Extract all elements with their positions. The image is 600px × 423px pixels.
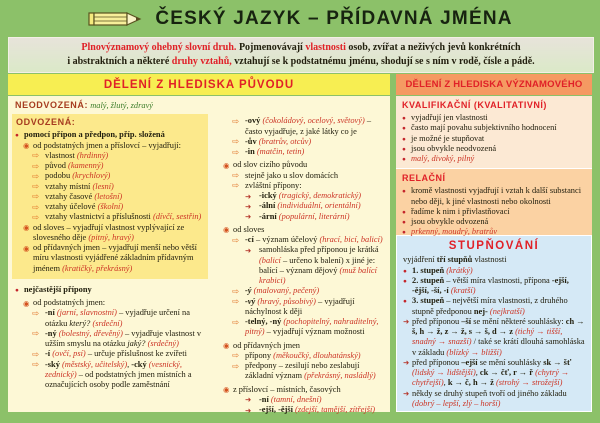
origin-section-title: DĚLENÍ Z HLEDISKA PŮVODU — [103, 78, 295, 91]
text-segment: před příponou — [412, 316, 462, 326]
smallarrow-bullet-icon: ➜ — [245, 191, 252, 201]
origin-left-column — [12, 114, 208, 415]
text-segment: – určeno k balení) x jiné je: balící – význam dějový — [259, 255, 376, 275]
relacni-heading: RELAČNÍ — [402, 173, 446, 184]
arrow-bullet-icon: ⇨ — [232, 296, 240, 306]
target-bullet-icon: ◉ — [223, 341, 230, 350]
text-line — [214, 341, 386, 351]
text-segment: se mění souhlásky — [477, 357, 544, 367]
relacni-box — [396, 168, 592, 235]
text-segment: pomocí přípon a předpon, příp. složená — [24, 130, 165, 140]
text-segment: i abstraktních a některé — [67, 55, 172, 67]
text-line — [401, 113, 587, 123]
text-segment: –ejší — [461, 357, 478, 367]
dot-bullet-icon: ● — [403, 298, 407, 306]
text-line — [214, 137, 386, 147]
text-line — [14, 192, 204, 202]
text-line — [214, 286, 386, 296]
arrow-bullet-icon: ⇨ — [232, 350, 240, 361]
text-segment: -ský — [45, 359, 62, 369]
text-segment: – vyjadřují náchylnost k ději — [245, 296, 355, 316]
text-line — [14, 349, 206, 359]
arrow-bullet-icon: ⇨ — [32, 328, 40, 339]
text-segment: od podstatných jmen: — [33, 298, 106, 307]
text-line — [401, 154, 587, 164]
text-line — [214, 245, 386, 286]
text-segment: často mají povahu subjektivního hodnocení — [411, 123, 557, 133]
text-line — [214, 160, 386, 170]
stupnovani-box — [396, 235, 592, 412]
text-line — [14, 171, 204, 181]
dot-bullet-icon: ● — [15, 286, 19, 294]
text-line — [14, 308, 206, 329]
text-segment: před příponou — [412, 357, 462, 367]
text-line — [214, 201, 386, 211]
text-segment: předpony – zesilují nebo zeslabují základní význam — [245, 361, 360, 381]
text-segment: nej- — [473, 306, 490, 316]
text-segment: (dívčí, sestřin) — [152, 212, 202, 222]
text-segment: (bolestný, dřevěný) — [58, 328, 123, 338]
text-segment: (lesní) — [92, 181, 114, 191]
text-segment: (krátký) — [446, 265, 473, 275]
text-segment: vztahy účelové — [45, 202, 98, 211]
text-segment: – vyjadřuje vlastnost v užším smyslu na otázku — [45, 328, 202, 348]
text-line — [402, 266, 586, 276]
text-segment: nejčastější přípony — [24, 284, 92, 294]
text-line — [14, 223, 204, 244]
dot-bullet-icon: ● — [15, 132, 19, 140]
text-line — [214, 297, 386, 318]
text-segment: – určuje příslušnost ke zvířeti — [85, 349, 187, 359]
text-segment: , — [443, 378, 448, 388]
text-segment: – větší míra vlastnosti, přípona — [444, 275, 552, 285]
page-header — [0, 0, 600, 37]
dot-bullet-icon: ● — [402, 115, 406, 122]
text-line — [14, 243, 204, 274]
text-line — [214, 351, 386, 361]
text-line — [401, 186, 587, 207]
text-line — [214, 395, 386, 405]
smallarrow-bullet-icon: ➜ — [245, 395, 252, 405]
odvozena-heading: ODVOZENÁ: — [16, 117, 76, 128]
text-segment: se mění některé souhlásky: — [471, 316, 566, 326]
text-segment: – od podstatných jmen místních a označujících osoby podle zaměstnání — [45, 369, 192, 389]
text-segment: malý, žlutý, zdravý — [90, 101, 154, 110]
arrow-bullet-icon: ⇨ — [232, 115, 240, 126]
target-bullet-icon: ◉ — [223, 385, 230, 394]
text-segment: / také se krátí dlouhá samohláska v základu — [412, 337, 585, 357]
stupnovani-list — [402, 255, 586, 409]
text-segment: -ární — [259, 211, 279, 221]
text-line — [214, 385, 386, 395]
text-segment: (balicí — [259, 255, 281, 265]
text-segment: –ší — [461, 316, 472, 326]
text-segment: -telný, -ný — [245, 317, 284, 326]
text-segment: vlastnosti — [305, 42, 346, 53]
text-segment: (tichý → tišší, snadný → snazší) — [412, 327, 563, 347]
relacni-list — [401, 186, 587, 237]
text-segment: NEODVOZENÁ: — [15, 100, 89, 110]
text-segment: – vyjadřují význam možnosti — [264, 327, 365, 337]
text-segment: vztahy místní — [45, 181, 93, 191]
smallarrow-bullet-icon: ➜ — [245, 201, 252, 211]
dot-bullet-icon: ● — [402, 219, 406, 226]
text-segment: někdy se druhý stupeň tvoří od jiného základu — [412, 388, 567, 398]
meaning-section-header — [396, 74, 592, 95]
text-segment: z příslovcí – místních, časových — [233, 384, 341, 394]
text-line — [14, 130, 204, 140]
text-line — [402, 296, 586, 317]
text-line — [402, 255, 586, 265]
intro-box — [8, 37, 594, 73]
page-title: ČESKÝ JAZYK – PŘÍDAVNÁ JMÉNA — [155, 7, 513, 29]
text-line — [14, 100, 382, 111]
text-segment: (ovčí, psí) — [52, 349, 86, 359]
text-segment: , — [127, 359, 132, 369]
text-segment: – největší míra vlastnosti, z druhého stupně předponou — [412, 296, 568, 316]
target-bullet-icon: ◉ — [23, 223, 30, 232]
arrow-bullet-icon: ⇨ — [32, 201, 40, 212]
text-segment: (hrací, bicí, balicí) — [319, 235, 383, 244]
arrow-bullet-icon: ⇨ — [32, 348, 40, 359]
target-bullet-icon: ◉ — [223, 225, 230, 235]
text-segment: (školní) — [97, 202, 124, 211]
text-segment: stejně jako u slov domácích — [245, 170, 339, 180]
text-segment: -ejší, -ější — [259, 405, 296, 414]
text-segment: vlastnosti — [472, 255, 507, 265]
text-line — [17, 41, 585, 55]
text-segment: druhy vztahů, — [171, 55, 232, 67]
text-segment: Pojmenovávají — [236, 42, 306, 53]
kvalifikacni-heading: KVALIFIKAČNÍ (KVALITATIVNÍ) — [402, 100, 547, 110]
text-line — [401, 123, 587, 133]
text-segment: -ův — [245, 136, 259, 146]
text-line — [214, 171, 386, 181]
arrow-bullet-icon: ⇨ — [32, 160, 40, 171]
text-segment: jsou obvykle odvozená — [411, 217, 489, 226]
arrow-bullet-icon: ⇨ — [232, 316, 240, 327]
pripony-section — [12, 279, 208, 391]
text-segment: jaký? — [127, 339, 146, 348]
text-segment: zvláštní přípony: — [245, 180, 302, 190]
text-segment: (tragický, demokratický) — [278, 191, 362, 200]
arrow-bullet-icon: ⇨ — [232, 170, 240, 180]
kvalifikacni-box — [396, 96, 592, 168]
smallarrow-bullet-icon: ➜ — [245, 245, 252, 255]
text-line — [14, 360, 206, 391]
text-line — [14, 202, 204, 212]
dot-bullet-icon: ● — [402, 156, 406, 163]
text-segment: od přídavných jmen — [233, 340, 300, 350]
text-segment: -ní — [259, 394, 271, 404]
smallarrow-bullet-icon: ➜ — [403, 389, 410, 398]
text-segment: -ní — [45, 308, 57, 318]
text-line — [214, 116, 386, 137]
smallarrow-bullet-icon: ➜ — [245, 405, 252, 415]
dot-bullet-icon: ● — [402, 229, 406, 237]
target-bullet-icon: ◉ — [23, 141, 30, 150]
text-segment: od sloves – vyjadřují vlastnost vyplývající ze slovesného děje — [33, 222, 185, 242]
origin-columns — [8, 114, 390, 415]
target-bullet-icon: ◉ — [23, 298, 30, 308]
text-segment: (srdeční) — [92, 318, 123, 328]
text-line — [14, 141, 204, 151]
text-segment: od podstatných jmen a příslovcí – vyjadřují: — [33, 140, 181, 150]
text-segment: od sloves — [233, 224, 265, 234]
text-line — [214, 225, 386, 235]
dot-bullet-icon: ● — [402, 135, 406, 143]
text-segment: (kratičký, překrásný) — [62, 263, 133, 273]
text-line — [214, 191, 386, 201]
text-segment: vyjadřují jen vlastnosti — [411, 113, 488, 122]
text-segment: (malovaný, pečený) — [253, 286, 320, 296]
meaning-section-title: DĚLENÍ Z HLEDISKA VÝZNAMOVÉHO — [405, 79, 583, 90]
text-line — [214, 147, 386, 157]
dot-bullet-icon: ● — [402, 208, 406, 216]
text-segment: -ný — [45, 328, 59, 338]
text-segment: vyjádření — [403, 255, 437, 265]
origin-middle-column — [214, 114, 386, 415]
dot-bullet-icon: ● — [402, 145, 406, 153]
text-line — [214, 235, 386, 245]
text-segment: (jarní, slavnostní) — [56, 308, 117, 318]
text-segment: (chytrý → chytřejší) — [412, 368, 570, 388]
text-segment: (letošní) — [94, 191, 123, 201]
arrow-bullet-icon: ⇨ — [32, 307, 40, 318]
text-segment: (kamenný) — [68, 161, 104, 170]
text-segment: – vyjadřuje určení na otázku — [45, 308, 190, 328]
text-segment: (překrásný, nasládlý) — [304, 371, 376, 381]
text-segment: Plnovýznamový ohebný slovní druh. — [81, 42, 237, 53]
text-segment: který? — [69, 318, 91, 328]
arrow-bullet-icon: ⇨ — [232, 234, 240, 245]
text-segment: 2. stupeň — [412, 275, 445, 285]
text-segment: sk → šť — [543, 357, 572, 367]
text-segment: (zdejší, tamější, zítřejší) — [295, 405, 376, 414]
text-segment: (kratší) — [450, 286, 476, 295]
dot-bullet-icon: ● — [402, 188, 406, 196]
text-segment: , — [475, 368, 480, 377]
text-segment: (matčin, tetin) — [256, 147, 305, 156]
text-segment: – význam účelový — [253, 235, 320, 244]
dot-bullet-icon: ● — [403, 277, 407, 285]
text-segment: vlastnost — [45, 150, 77, 160]
text-segment: (měkoučký, dlouhatánský) — [273, 350, 361, 360]
text-line — [14, 329, 206, 350]
text-line — [14, 151, 204, 161]
text-line — [214, 212, 386, 222]
smallarrow-bullet-icon: ➜ — [245, 212, 252, 221]
target-bullet-icon: ◉ — [223, 160, 230, 170]
text-segment: kromě vlastnosti vyjadřují i vztah k další substanci nebo ději, k jiné vlastnosti nebo okolnosti — [411, 186, 582, 206]
arrow-bullet-icon: ⇨ — [32, 150, 40, 161]
meaning-panel — [396, 96, 592, 412]
text-line — [402, 358, 586, 389]
text-segment: (individuální, orientální) — [277, 201, 361, 211]
dot-bullet-icon: ● — [402, 125, 406, 133]
text-segment: -ejší, -ější, -ší, -í — [412, 275, 569, 295]
arrow-bullet-icon: ⇨ — [32, 211, 40, 222]
text-line — [214, 317, 386, 338]
text-segment: -cký — [131, 359, 149, 369]
text-segment: k → č, h → ž — [447, 378, 496, 388]
text-segment: (tamní, dnešní) — [270, 394, 322, 404]
text-segment: (městský, učitelský) — [62, 359, 128, 369]
text-line — [402, 317, 586, 358]
text-line — [14, 182, 204, 192]
stupnovani-heading: STUPŇOVÁNÍ — [448, 240, 540, 253]
text-segment: malý, divoký, pilný — [411, 154, 475, 163]
text-segment: přípony — [245, 350, 274, 360]
smallarrow-bullet-icon: ➜ — [403, 358, 410, 368]
text-segment: jsou obvykle neodvozená — [411, 143, 497, 153]
text-segment: osob, zvířat a neživých jevů konkrétních — [345, 42, 521, 53]
text-segment: -ý — [245, 286, 254, 296]
text-segment: (hravý, působivý) — [257, 296, 316, 306]
arrow-bullet-icon: ⇨ — [32, 170, 40, 181]
arrow-bullet-icon: ⇨ — [32, 191, 40, 202]
text-segment: prkenný, moudrý, bratrův — [411, 227, 498, 237]
text-segment: (populární, literární) — [278, 211, 350, 221]
text-segment: (pochopitelný, nahraditelný, pitný) — [245, 317, 379, 337]
odvozena-box — [12, 114, 208, 279]
text-segment: vztahy časové — [45, 191, 95, 201]
text-line — [401, 227, 587, 237]
text-segment: od slov cizího původu — [233, 160, 308, 170]
arrow-bullet-icon: ⇨ — [232, 285, 240, 296]
text-segment: podobu — [45, 171, 73, 181]
text-segment: (krychlový) — [72, 171, 111, 181]
neodvozena-row — [8, 98, 390, 113]
text-segment: (lidský → lidštější) — [412, 368, 476, 377]
text-segment: ck → čť, r → ř — [479, 368, 536, 377]
text-segment: (nejkratší) — [489, 306, 525, 316]
text-segment: (strohý → strožejší) — [495, 378, 563, 388]
text-segment: řadíme k nim i přivlastňovací — [411, 206, 510, 216]
text-segment: -ový — [245, 116, 263, 126]
text-segment: (srdečný) — [147, 339, 179, 348]
smallarrow-bullet-icon: ➜ — [403, 317, 410, 327]
text-line — [17, 55, 585, 69]
text-segment: (dobrý – lepší, zlý – horší) — [412, 398, 501, 408]
dot-bullet-icon: ● — [403, 267, 407, 275]
text-segment: samohláska před příponou je krátká — [259, 245, 379, 255]
text-segment: 1. stupeň — [412, 265, 447, 275]
arrow-bullet-icon: ⇨ — [232, 360, 240, 371]
text-line — [402, 276, 586, 297]
text-line — [14, 212, 204, 222]
text-segment: od přídavných jmen – vyjadřují menší nebo větší míru vlastnosti vyjádřené základním přídavným jménem — [33, 243, 197, 273]
text-segment: -vý — [245, 296, 258, 306]
arrow-bullet-icon: ⇨ — [232, 146, 240, 157]
text-segment: (blízký → bližší) — [446, 347, 502, 357]
text-segment: -ální — [259, 201, 278, 211]
text-segment: -í — [45, 349, 53, 359]
arrow-bullet-icon: ⇨ — [32, 181, 40, 191]
text-segment: tří stupňů — [436, 255, 473, 265]
text-line — [401, 144, 587, 154]
text-segment: – často vyjadřuje, z jaké látky co je — [245, 116, 372, 136]
pencil-icon — [87, 9, 143, 29]
text-segment: vztahy vlastnictví a příslušnosti — [45, 212, 153, 222]
text-line — [214, 181, 386, 191]
arrow-bullet-icon: ⇨ — [32, 359, 40, 369]
text-segment: -in — [245, 147, 257, 156]
text-segment: -ický — [259, 191, 279, 200]
text-segment: je možné je stupňovat — [411, 133, 485, 143]
arrow-bullet-icon: ⇨ — [232, 180, 240, 191]
text-segment: (bratrův, otcův) — [258, 136, 312, 146]
text-segment: (čokoládový, ocelový, světový) — [262, 116, 365, 126]
text-segment: původ — [45, 161, 69, 170]
text-segment: ch → š, h → ž, z → ž, s → š, d → z — [412, 316, 585, 336]
text-line — [401, 207, 587, 217]
text-segment: -cí — [245, 235, 254, 244]
text-segment: 3. stupeň — [412, 296, 445, 306]
text-line — [214, 361, 386, 382]
odvozena-list — [14, 130, 204, 274]
origin-panel — [8, 96, 390, 415]
text-line — [401, 217, 587, 227]
text-segment: (vesnický, zednický) — [45, 359, 182, 379]
text-line — [402, 389, 586, 410]
text-segment: (muž balící krabici) — [259, 265, 377, 285]
origin-section-header — [8, 74, 390, 95]
text-segment: (hrdinný) — [76, 150, 109, 160]
text-segment: vztahují se k podstatnému jménu, shodují se s ním v rodě, čísle a pádě. — [231, 55, 535, 67]
text-line — [14, 298, 206, 308]
arrow-bullet-icon: ⇨ — [232, 136, 240, 147]
text-segment: (pitný, hravý) — [88, 232, 134, 242]
text-line — [214, 405, 386, 415]
text-line — [14, 161, 204, 171]
target-bullet-icon: ◉ — [23, 243, 30, 253]
kvalifikacni-list — [401, 113, 587, 164]
text-line — [401, 134, 587, 144]
text-line — [14, 285, 206, 295]
